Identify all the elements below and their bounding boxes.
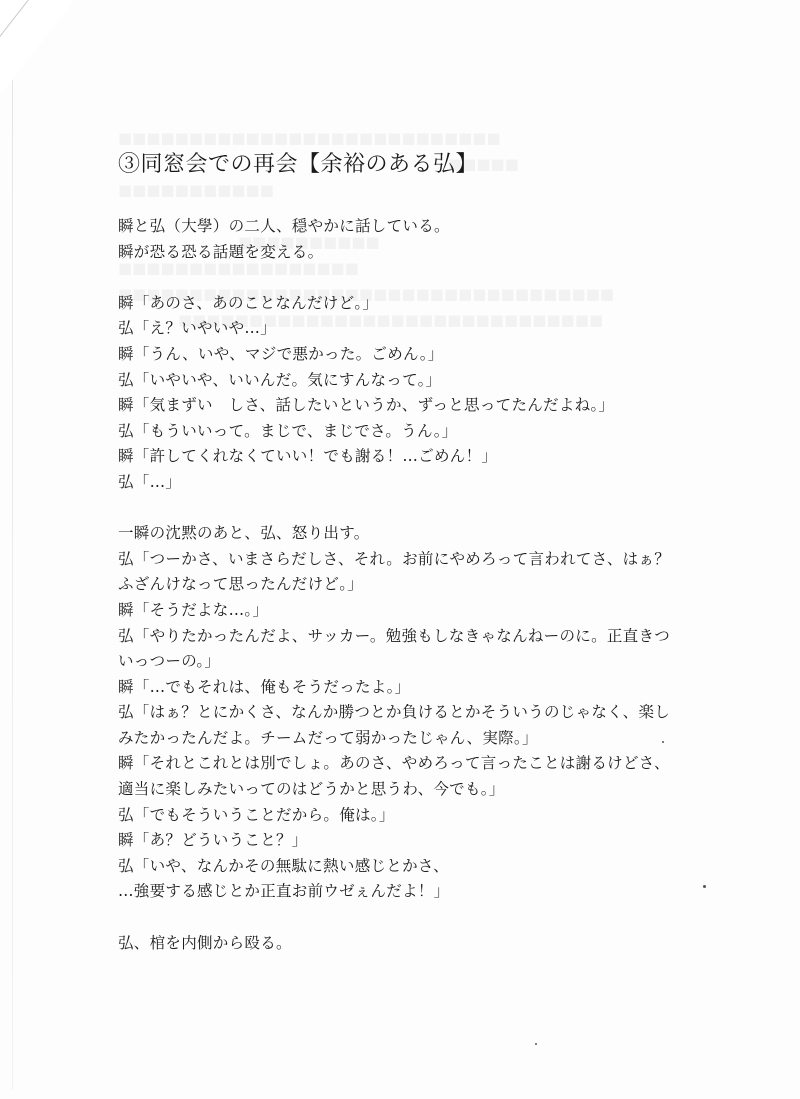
stage-direction: 瞬と弘（大學）の二人、穏やかに話している。: [118, 217, 450, 235]
dialogue-line: みたかったんだよ。チームだって弱かったじゃん、実際。」: [118, 728, 538, 747]
dialogue-line: 瞬「許してくれなくていい！でも謝る！…ごめん！」: [118, 447, 498, 466]
scan-speck: [535, 1043, 537, 1045]
dialogue-line: 弘「もういいって。まじで、まじでさ。うん。」: [118, 421, 458, 440]
dialogue-line: 弘「つーかさ、いまさらだしさ、それ。お前にやめろって言われてさ、はぁ？: [118, 549, 671, 568]
dialogue-line: …強要する感じとか正直お前ウゼぇんだよ！」: [118, 882, 450, 901]
dialogue-line: 弘「やりたかったんだよ、サッカー。勉強もしなきゃなんねーのに。正直きつ: [118, 626, 671, 645]
dialogue-line: 弘「いやいや、いいんだ。気にすんなって。」: [118, 370, 442, 389]
paragraph-gap: [118, 905, 718, 931]
dialogue-line: 弘「でもそういうことだから。俺は。」: [118, 805, 395, 824]
dialogue-line: 弘「…」: [118, 472, 182, 491]
stage-direction: 瞬が恐る恐る話題を変える。: [118, 242, 324, 261]
dialogue-line: 瞬「あのさ、あのことなんだけど。」: [118, 293, 379, 312]
script-body: [118, 214, 718, 956]
dialogue-line: 弘「え？いやいや…」: [118, 319, 277, 338]
dialogue-line: 瞬「…でもそれは、俺もそうだったよ。」: [118, 677, 411, 696]
scan-speck: [662, 741, 664, 743]
dialogue-line: いっつーの。」: [118, 652, 221, 671]
stage-direction: 弘、棺を内側から殴る。: [118, 933, 292, 952]
dialogue-line: 適当に楽しみたいってのはどうかと思うわ、今でも。」: [118, 780, 505, 799]
stage-direction: 一瞬の沈黙のあと、弘、怒り出す。: [118, 524, 370, 543]
scan-speck: [703, 885, 706, 888]
paragraph-gap: [118, 265, 718, 291]
dialogue-line: ふざんけなって思ったんだけど。」: [118, 575, 364, 594]
paper-edge: [12, 80, 13, 1090]
dialogue-line: 弘「はぁ？とにかくさ、なんか勝つとか負けるとかそういうのじゃなく、楽し: [118, 703, 671, 722]
dialogue-line: 弘「いや、なんかその無駄に熱い感じとかさ、: [118, 856, 449, 875]
dialogue-line: 瞬「そうだよな…。」: [118, 600, 269, 619]
dialogue-line: 瞬「あ？どういうこと？」: [118, 831, 308, 850]
dialogue-line: 瞬「気まずい しさ、話したいというか、ずっと思ってたんだよね。」: [118, 396, 615, 415]
dialogue-line: 瞬「うん、いや、マジで悪かった。ごめん。」: [118, 344, 444, 363]
dialogue-line: 瞬「それとこれとは別でしょ。あのさ、やめろって言ったことは謝るけどさ、: [118, 754, 670, 773]
page-title: ③同窓会での再会【余裕のある弘】: [118, 152, 479, 177]
paragraph-gap: [118, 496, 718, 522]
